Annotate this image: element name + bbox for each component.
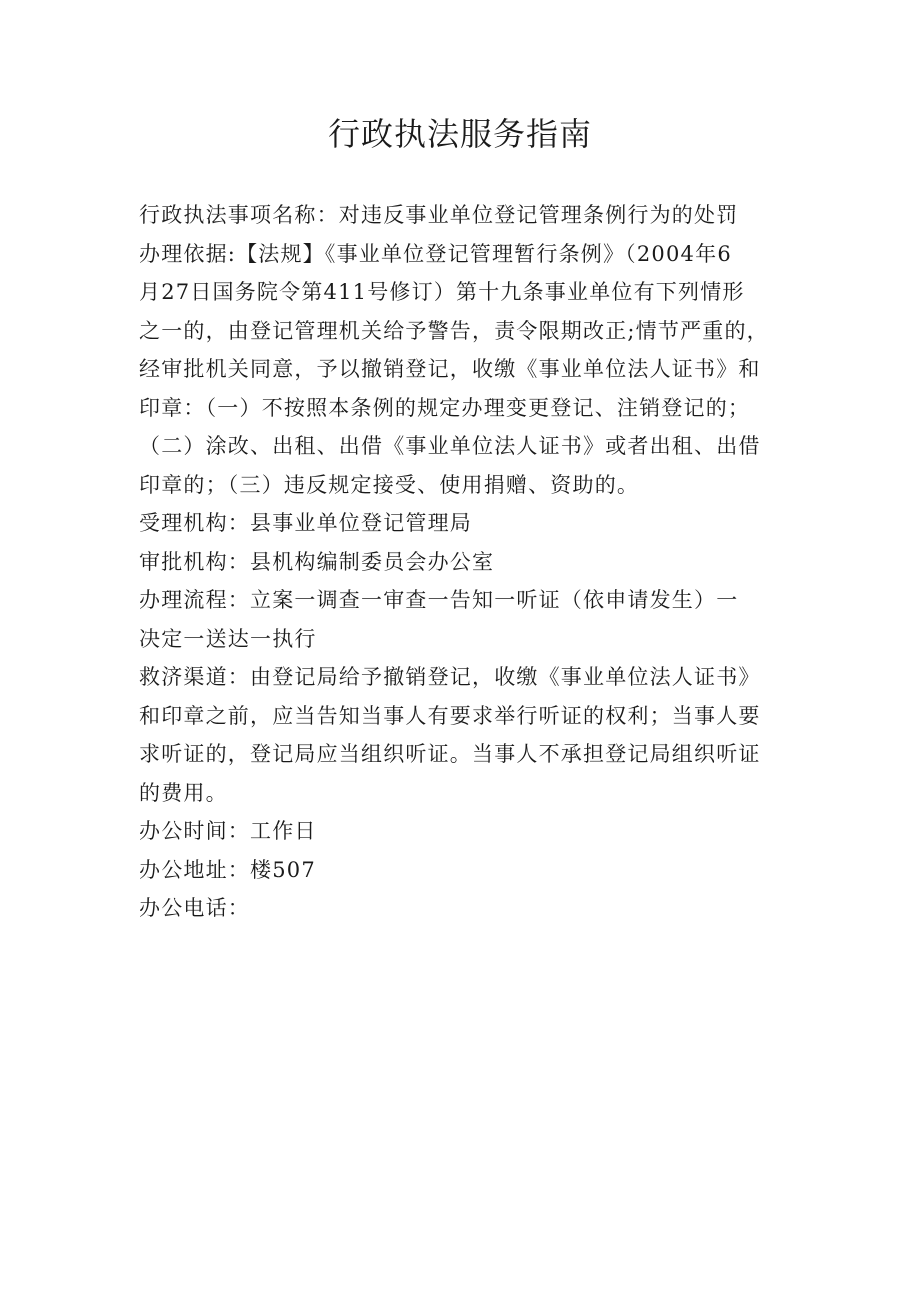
- line-basis-cont-5: （二）涂改、出租、出借《事业单位法人证书》或者出租、出借: [139, 434, 761, 458]
- line-basis-cont-6: 印章的；（三）违反规定接受、使用捐赠、资助的。: [139, 472, 640, 497]
- line-basis-cont-2: 之一的，由登记管理机关给予警告，责令限期改正;情节严重的，: [139, 318, 769, 343]
- document-title: 行政执法服务指南: [327, 115, 592, 153]
- line-accepting-agency: 受理机构：县事业单位登记管理局: [139, 511, 472, 535]
- line-office-address: 办公地址：楼507: [139, 857, 316, 882]
- line-remedy-cont-2: 求听证的，登记局应当组织听证。当事人不承担登记局组织听证: [139, 742, 761, 766]
- line-basis-cont-1: 月27日国务院令第411号修订）第十九条事业单位有下列情形: [139, 280, 745, 304]
- line-office-hours: 办公时间：工作日: [139, 819, 317, 843]
- line-item-name: 行政执法事项名称：对违反事业单位登记管理条例行为的处罚: [139, 203, 739, 227]
- document-body: [139, 196, 789, 928]
- line-remedy-cont-3: 的费用。: [139, 780, 228, 805]
- line-basis-cont-3: 经审批机关同意，予以撤销登记，收缴《事业单位法人证书》和: [139, 357, 761, 381]
- line-basis-cont-4: 印章：（一）不按照本条例的规定办理变更登记、注销登记的；: [139, 395, 751, 420]
- line-process-cont: 决定一送达一执行: [139, 626, 317, 651]
- line-remedy: 救济渠道：由登记局给予撤销登记，收缴《事业单位法人证书》: [139, 665, 761, 689]
- line-approving-agency: 审批机构：县机构编制委员会办公室: [139, 549, 495, 574]
- line-office-phone: 办公电话：: [139, 896, 250, 920]
- line-remedy-cont-1: 和印章之前，应当告知当事人有要求举行听证的权利；当事人要: [139, 703, 761, 728]
- line-process: 办理流程：立案一调查一审查一告知一听证（依申请发生）一: [139, 588, 739, 612]
- line-basis: 办理依据:【法规】《事业单位登记管理暂行条例》（2004年6: [139, 241, 732, 266]
